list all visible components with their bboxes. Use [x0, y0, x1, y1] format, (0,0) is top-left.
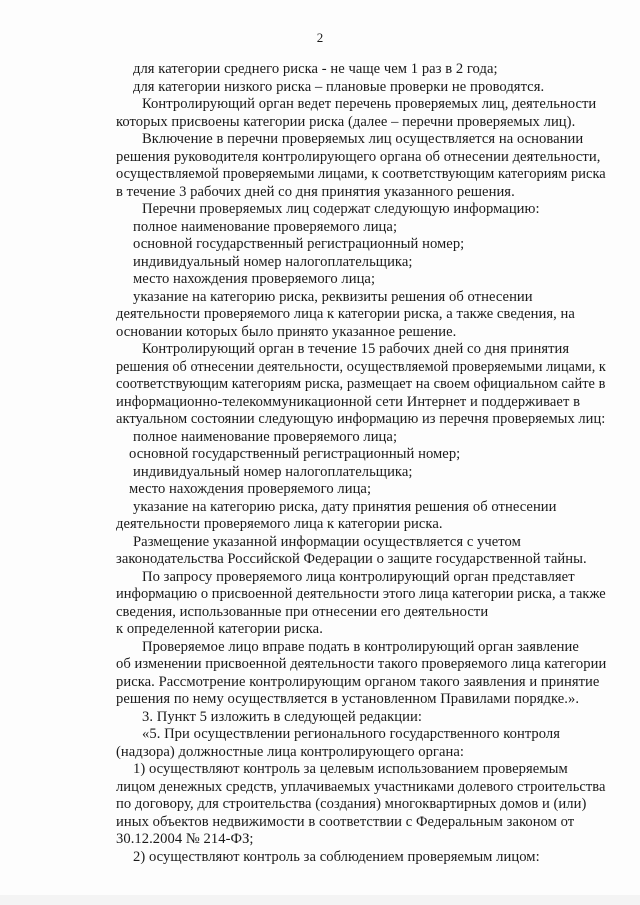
text-line-21: актуальном состоянии следующую информацию из перечня проверяемых лиц:	[116, 411, 606, 427]
text-line-23: основной государственный регистрационный номер;	[129, 446, 461, 462]
text-line-17: Контролирующий орган в течение 15 рабочих дней со дня принятия	[142, 341, 570, 357]
text-line-22: полное наименование проверяемого лица;	[133, 429, 398, 445]
text-line-4: которых присвоены категории риска (далее – перечни проверяемых лиц).	[116, 114, 576, 130]
text-line-5: Включение в перечни проверяемых лиц осуществляется на основании	[142, 131, 584, 147]
text-line-24: индивидуальный номер налогоплательщика;	[133, 464, 413, 480]
text-line-29: законодательства Российской Федерации о защите государственной тайны.	[116, 551, 587, 567]
text-line-42: лицом денежных средств, уплачиваемых участниками долевого строительства	[116, 779, 606, 795]
text-line-2: для категории низкого риска – плановые проверки не проводятся.	[133, 79, 545, 95]
text-line-34: Проверяемое лицо вправе подать в контролирующий орган заявление	[142, 639, 579, 655]
text-line-3: Контролирующий орган ведет перечень проверяемых лиц, деятельности	[142, 96, 597, 112]
text-line-33: к определенной категории риска.	[116, 621, 323, 637]
text-line-10: полное наименование проверяемого лица;	[133, 219, 398, 235]
text-line-26: указание на категорию риска, дату принятия решения об отнесении	[133, 499, 557, 515]
text-line-6: решения руководителя контролирующего органа об отнесении деятельности,	[116, 149, 601, 165]
text-line-36: риска. Рассмотрение контролирующим органом такого заявления и принятие	[116, 674, 600, 690]
text-line-20: информационно-телекоммуникационной сети Интернет и поддерживает в	[116, 394, 581, 410]
text-line-45: 30.12.2004 № 214-ФЗ;	[116, 831, 254, 847]
text-line-37: решения по нему осуществляется в установленном Правилами порядке.».	[116, 691, 580, 707]
scan-bottom-edge	[0, 895, 640, 905]
text-line-1: для категории среднего риска - не чаще чем 1 раз в 2 года;	[133, 61, 498, 77]
text-line-12: индивидуальный номер налогоплательщика;	[133, 254, 413, 270]
text-line-28: Размещение указанной информации осуществляется с учетом	[133, 534, 521, 550]
text-line-13: место нахождения проверяемого лица;	[133, 271, 376, 287]
text-line-18: решения об отнесении деятельности, осуществляемой проверяемыми лицами, к	[116, 359, 606, 375]
text-line-43: по договору, для строительства (создания) многоквартирных домов и (или)	[116, 796, 587, 812]
text-line-46: 2) осуществляют контроль за соблюдением проверяемым лицом:	[133, 849, 540, 865]
text-line-15: деятельности проверяемого лица к категории риска, а также сведения, на	[116, 306, 575, 322]
text-line-38: 3. Пункт 5 изложить в следующей редакции:	[142, 709, 422, 725]
text-line-8: в течение 3 рабочих дней со дня принятия указанного решения.	[116, 184, 515, 200]
page-number: 2	[316, 30, 324, 45]
text-line-30: По запросу проверяемого лица контролирующий орган представляет	[142, 569, 575, 585]
text-line-39: «5. При осуществлении регионального государственного контроля	[142, 726, 561, 742]
text-line-27: деятельности проверяемого лица к категории риска.	[116, 516, 443, 532]
text-line-9: Перечни проверяемых лиц содержат следующую информацию:	[142, 201, 540, 217]
text-line-11: основной государственный регистрационный номер;	[133, 236, 465, 252]
text-line-19: соответствующим категориям риска, размещает на своем официальном сайте в	[116, 376, 606, 392]
text-line-41: 1) осуществляют контроль за целевым использованием проверяемым	[133, 761, 568, 777]
text-line-40: (надзора) должностные лица контролирующего органа:	[116, 744, 464, 760]
text-line-16: основании которых было принято указанное решение.	[116, 324, 457, 340]
text-line-7: осуществляемой проверяемыми лицами, к соответствующим категориям риска	[116, 166, 606, 182]
text-line-14: указание на категорию риска, реквизиты решения об отнесении	[133, 289, 533, 305]
text-line-25: место нахождения проверяемого лица;	[129, 481, 372, 497]
text-line-35: об изменении присвоенной деятельности такого проверяемого лица категории	[116, 656, 607, 672]
text-line-32: сведения, использованные при отнесении его деятельности	[116, 604, 489, 620]
text-line-44: иных объектов недвижимости в соответствии с Федеральным законом от	[116, 814, 575, 830]
text-line-31: информацию о присвоенной деятельности этого лица категории риска, а также	[116, 586, 606, 602]
